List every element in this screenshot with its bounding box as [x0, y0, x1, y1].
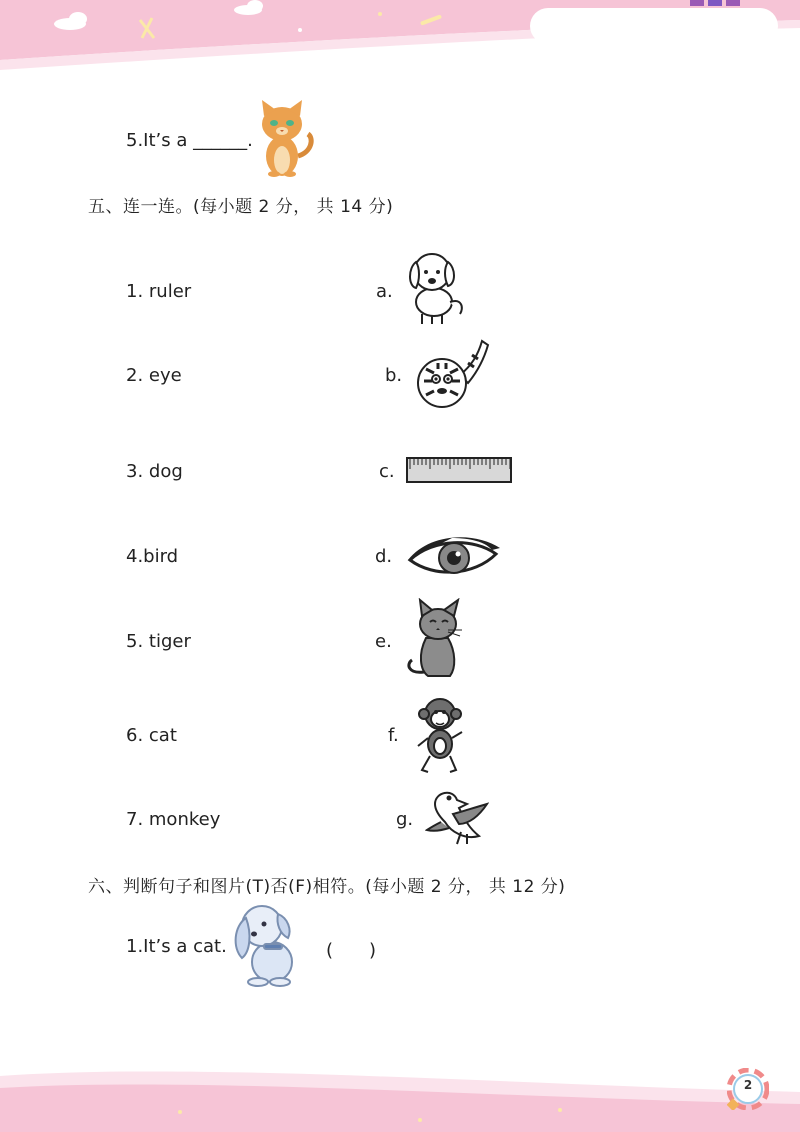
letter-label: d.: [375, 546, 393, 567]
letter-label: c.: [379, 461, 395, 482]
eye-picture: [404, 530, 504, 580]
bottom-decorative-band: [0, 1062, 800, 1132]
tiger-picture: [412, 335, 492, 415]
question-text: 1.It’s a cat.: [126, 936, 227, 957]
answer-blank[interactable]: ( ): [326, 940, 377, 961]
bird-picture: [425, 784, 489, 846]
word-item: 1. ruler: [126, 281, 192, 302]
letter-label: f.: [388, 725, 399, 746]
section-heading: 五、连一连。(每小题 2 分， 共 14 分): [88, 197, 394, 217]
letter-label: a.: [376, 281, 393, 302]
word-item: 6. cat: [126, 725, 177, 746]
word-item: 4.bird: [126, 546, 179, 567]
word-item: 5. tiger: [126, 631, 191, 652]
word-item: 7. monkey: [126, 809, 221, 830]
word-item: 2. eye: [126, 365, 182, 386]
letter-label: e.: [375, 631, 392, 652]
section-heading: 六、判断句子和图片(T)否(F)相符。(每小题 2 分， 共 12 分): [88, 877, 566, 897]
orange-cat-picture: [252, 98, 316, 178]
gray-cat-picture: [404, 598, 468, 680]
dog-picture: [404, 248, 470, 326]
ruler-picture: [406, 456, 512, 484]
page-number: 2: [743, 1078, 753, 1092]
monkey-picture: [414, 694, 466, 776]
top-decorative-band: [0, 0, 800, 80]
letter-label: g.: [396, 809, 414, 830]
puppy-picture: [232, 898, 302, 988]
question-text: 5.It’s a ______.: [126, 130, 253, 151]
word-item: 3. dog: [126, 461, 183, 482]
letter-label: b.: [385, 365, 403, 386]
